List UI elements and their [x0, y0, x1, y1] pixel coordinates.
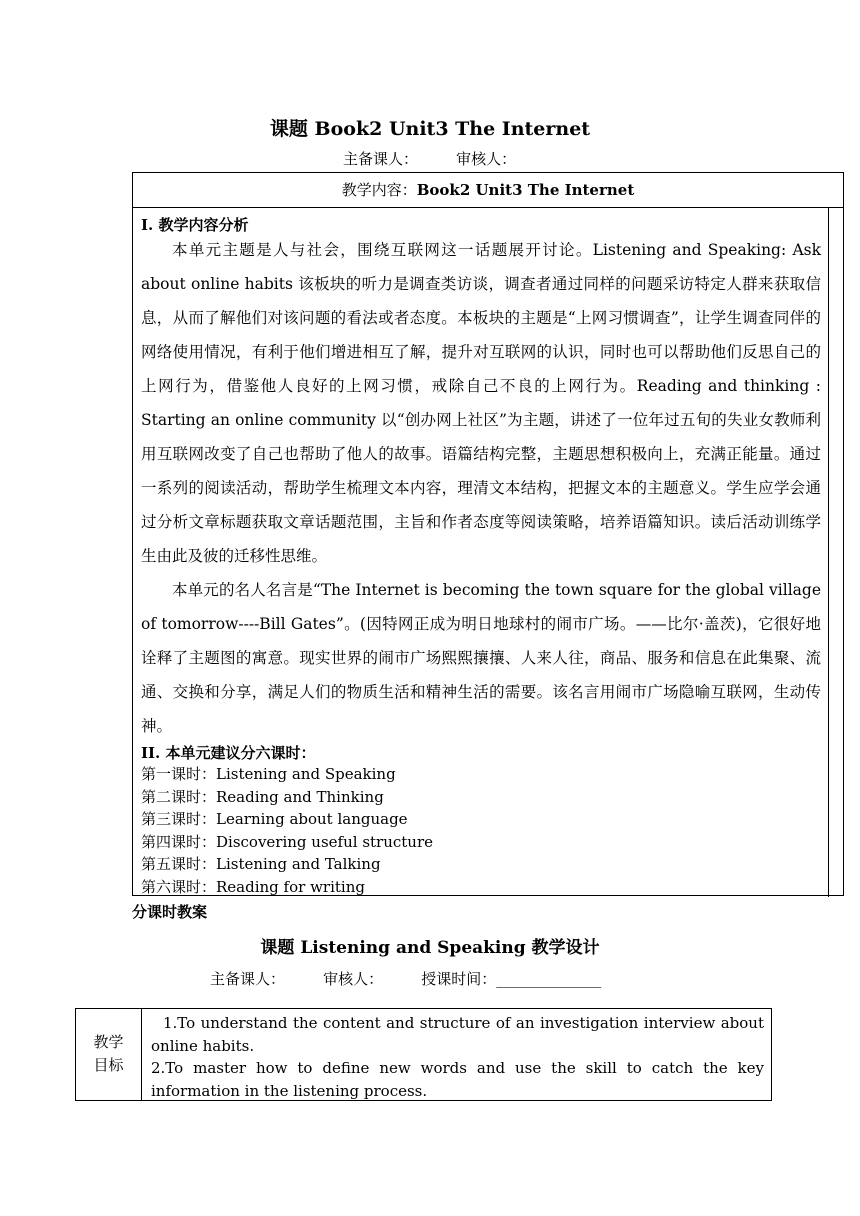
table-column-divider: [828, 208, 829, 897]
lesson-item-6: 第六课时：Reading for writing: [141, 877, 365, 896]
goal-1: 1.To understand the content and structure of an investigation interview about online habits.: [151, 1014, 764, 1055]
content-header: [133, 173, 843, 208]
section-1-paragraph-2: [141, 573, 821, 743]
unit-overview-table: [132, 172, 844, 896]
section-2-title: II. 本单元建议分六课时：: [141, 744, 316, 762]
goals-label-line-1: 教学: [93, 1033, 124, 1051]
paragraph-1-text: 本单元主题是人与社会，围绕互联网这一话题展开讨论。Listening and Speaking: Ask about online habits 该板块的听力是调查类访谈，调查者通过同样的问题采访特定人群来获取信息，从而了解他们对该问题的看法或者态度。本板块的主题是“上网习惯调查”，让学生调查同伴的网络使用情况，有利于他们增进相互了解，提升对互联网的认识，同时也可以帮助他们反思自己的上网行为，借鉴他人良好的上网习惯，戒除自己不良的上网行为。Reading and thinking : Starting an online community 以“创办网上社区”为主题，讲述了一位年过五旬的失业女教师利用互联网改变了自己也帮助了他人的故事。语篇结构完整，主题思想积极向上，充满正能量。通过一系列的阅读活动，帮助学生梳理文本内容，理清文本结构，把握文本的主题意义。学生应学会通过分析文章标题获取文章话题范围，主旨和作者态度等阅读策略，培养语篇知识。读后活动训练学生由此及彼的迁移性思维。: [141, 241, 821, 565]
lesson-item-4: 第四课时：Discovering useful structure: [141, 832, 434, 851]
period-plan-label: 分课时教案: [132, 903, 208, 921]
teaching-goals-table: [75, 1008, 772, 1101]
period-plan-title: 课题 Listening and Speaking 教学设计: [260, 938, 600, 958]
lesson-item-2: 第二课时：Reading and Thinking: [141, 787, 384, 806]
lesson-item-1: 第一课时：Listening and Speaking: [141, 765, 396, 783]
section-1-paragraph-1: [141, 233, 821, 573]
content-header-label: 教学内容：: [341, 181, 417, 199]
lesson-item-3: 第三课时：Learning about language: [141, 810, 408, 828]
goal-2: 2.To master how to define new words and use the skill to catch the key information in the listening process.: [151, 1059, 764, 1100]
goals-label-line-2: 目标: [93, 1056, 124, 1074]
content-header-value: Book2 Unit3 The Internet: [416, 181, 635, 199]
preparers-line: 主备课人： 审核人：: [343, 150, 517, 168]
lesson-plan-title: 课题 Book2 Unit3 The Internet: [269, 118, 591, 140]
teaching-goals-label: [76, 1009, 142, 1100]
teaching-goals-content: [151, 1012, 764, 1102]
section-1-title: I. 教学内容分析: [141, 216, 249, 234]
paragraph-2-text: 本单元的名人名言是“The Internet is becoming the town square for the global village of tomorrow----Bill Gates”。(因特网正成为明日地球村的闹市广场。——比尔·盖茨)，它很好地诠释了主题图的寓意。现实世界的闹市广场熙熙攘攘、人来人往，商品、服务和信息在此集聚、流通、交换和分享，满足人们的物质生活和精神生活的需要。该名言用闹市广场隐喻互联网，生动传神。: [141, 581, 821, 735]
lesson-item-5: 第五课时：Listening and Talking: [141, 855, 381, 873]
period-preparers-line: 主备课人： 审核人： 授课时间：______________: [210, 970, 602, 988]
